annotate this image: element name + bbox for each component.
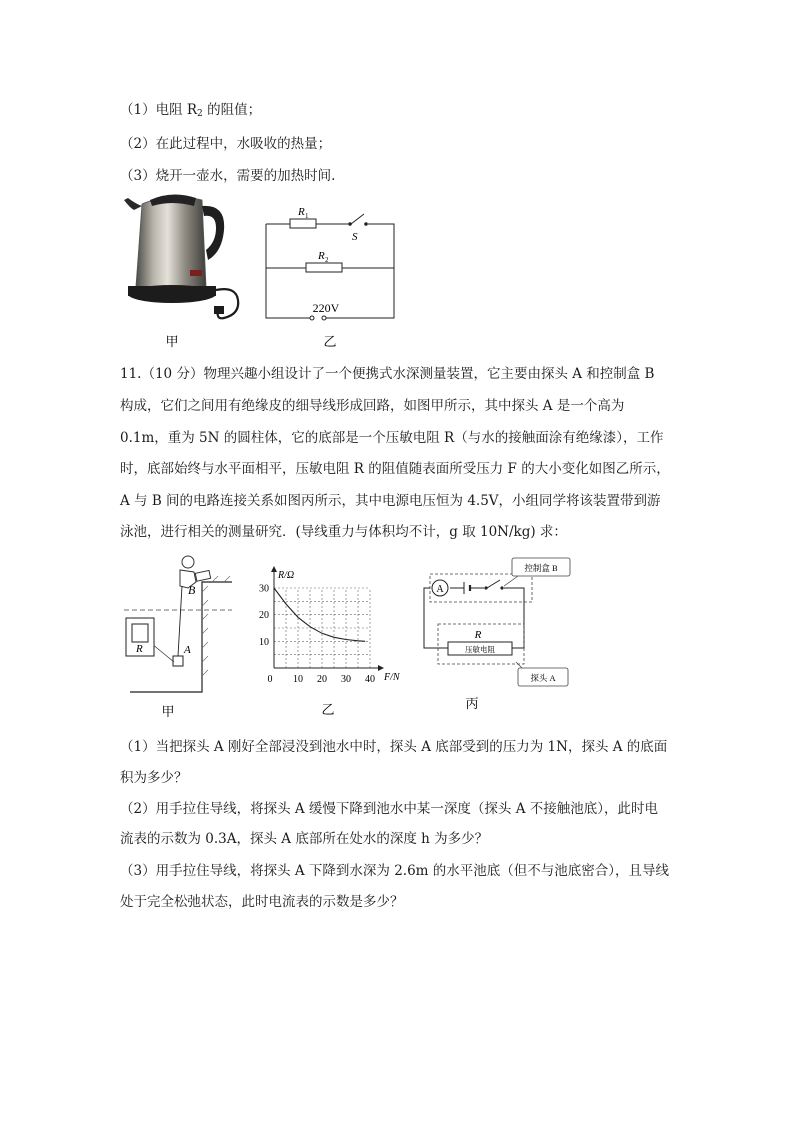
x-tick-30: 30 bbox=[341, 674, 351, 685]
terminal-right-icon bbox=[322, 316, 326, 320]
probe-label: 探头 A bbox=[530, 673, 556, 683]
q11-line-2: 构成，它们之间用有绝缘皮的细导线形成回路，如图甲所示，其中探头 A 是一个高为 bbox=[120, 398, 625, 414]
label-r: R bbox=[136, 643, 143, 655]
label-switch: S bbox=[352, 231, 358, 243]
label-b: B bbox=[188, 583, 196, 597]
ab-circuit-caption: 丙 bbox=[465, 696, 479, 711]
pool-caption: 甲 bbox=[161, 704, 175, 719]
resistor-r2-icon bbox=[306, 263, 342, 272]
chart-grid bbox=[274, 588, 370, 668]
kettle-circuit-figure bbox=[260, 200, 400, 350]
probe-callout-line bbox=[152, 644, 174, 662]
label-r1-sub: 1 bbox=[305, 212, 309, 220]
label-r2: R bbox=[318, 250, 325, 262]
q10-part1 bbox=[120, 100, 261, 124]
y-tick-10: 10 bbox=[259, 636, 269, 648]
control-box-label: 控制盒 B bbox=[524, 563, 558, 573]
y-tick-30: 30 bbox=[259, 583, 269, 595]
probe-detail-icon bbox=[132, 624, 148, 642]
q11-question-2a: （2）用手拉住导线，将探头 A 缓慢下降到池水中某一深度（探头 A 不接触池底），此时电 bbox=[120, 801, 659, 817]
pressure-sensor-label: 压敏电阻 bbox=[465, 645, 495, 654]
q11-line-1: 11.（10 分）物理兴趣小组设计了一个便携式水深测量装置，它主要由探头 A 和控制盒 B bbox=[120, 366, 655, 382]
x-tick-40: 40 bbox=[365, 674, 375, 685]
q10-part1-text: （1）电阻 R bbox=[120, 102, 198, 118]
q10-part2: （2）在此过程中，水吸收的热量； bbox=[120, 136, 332, 152]
circuit-caption: 乙 bbox=[323, 334, 337, 349]
resistor-r1-icon bbox=[290, 219, 316, 228]
x-axis-arrow-icon bbox=[378, 665, 384, 671]
pool-figure bbox=[122, 552, 232, 720]
y-axis-arrow-icon bbox=[271, 566, 277, 572]
ammeter-label: A bbox=[436, 584, 444, 595]
q10-part1-tail: 的阻值； bbox=[202, 102, 262, 118]
pool-wall-hatch bbox=[202, 576, 230, 676]
label-r2-sub: 2 bbox=[325, 256, 329, 264]
control-callout-pointer bbox=[504, 576, 518, 586]
probe-a-icon bbox=[173, 656, 183, 666]
q10-part1-subscript: 2 bbox=[197, 109, 203, 119]
battery-icon bbox=[464, 582, 470, 594]
q11-question-1b: 积为多少？ bbox=[120, 770, 188, 786]
ab-switch-icon bbox=[484, 580, 503, 590]
q11-line-4: 时，底部始终与水平面相平，压敏电阻 R 的阻值随表面所受压力 F 的大小变化如图乙所示， bbox=[120, 461, 670, 477]
sensor-r-label: R bbox=[474, 629, 482, 641]
label-voltage: 220V bbox=[312, 301, 340, 315]
q11-line-5: A 与 B 间的电路连接关系如图丙所示，其中电源电压恒为 4.5V，小组同学将该装置带到游 bbox=[120, 493, 661, 509]
kettle-caption: 甲 bbox=[165, 334, 179, 349]
x-tick-0: 0 bbox=[267, 674, 273, 685]
chart-caption: 乙 bbox=[321, 702, 335, 717]
y-axis-label: R/Ω bbox=[278, 570, 295, 581]
kettle-icon bbox=[124, 194, 238, 318]
q11-line-6: 泳池，进行相关的测量研究．(导线重力与体积均不计，g 取 10N/kg) 求： bbox=[120, 524, 567, 540]
terminal-left-icon bbox=[310, 316, 314, 320]
label-a: A bbox=[184, 644, 191, 656]
q11-question-3b: 处于完全松弛状态，此时电流表的示数是多少？ bbox=[120, 894, 404, 910]
q11-question-1a: （1）当把探头 A 刚好全部浸没到池水中时，探头 A 底部受到的压力为 1N，探头 A 的底面 bbox=[120, 739, 668, 755]
switch-icon bbox=[348, 214, 368, 226]
probe-wire bbox=[178, 586, 182, 656]
label-r1: R bbox=[298, 206, 305, 218]
q11-question-2b: 流表的示数为 0.3A，探头 A 底部所在处水的深度 h 为多少？ bbox=[120, 831, 489, 847]
x-tick-20: 20 bbox=[317, 674, 327, 685]
x-axis-label: F/N bbox=[384, 672, 400, 683]
ab-circuit-figure bbox=[420, 552, 580, 718]
q10-part3: （3）烧开一壶水，需要的加热时间. bbox=[120, 168, 336, 184]
x-tick-10: 10 bbox=[293, 674, 303, 685]
rf-chart bbox=[250, 560, 410, 720]
q11-question-3a: （3）用手拉住导线，将探头 A 下降到水深为 2.6m 的水平池底（但不与池底密合），且导线 bbox=[120, 863, 670, 879]
kettle-figure bbox=[120, 190, 250, 350]
y-tick-20: 20 bbox=[259, 610, 269, 622]
q11-line-3: 0.1m，重为 5N 的圆柱体，它的底部是一个压敏电阻 R（与水的接触面涂有绝缘漆），工作 bbox=[120, 430, 664, 446]
